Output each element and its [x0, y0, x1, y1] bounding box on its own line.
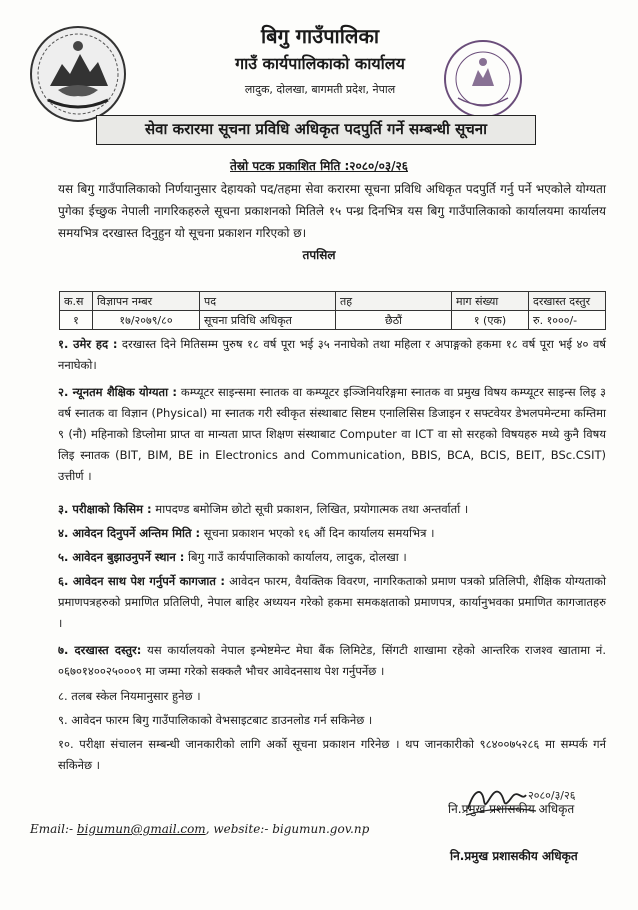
- notice-title: सेवा करारमा सूचना प्रविधि अधिकृत पदपुर्ति गर्ने सम्बन्धी सूचना: [96, 115, 536, 145]
- cell-level: छैठौं: [336, 311, 452, 330]
- item-deadline: [58, 523, 606, 544]
- item-text: दरखास्त दिने मितिसम्म पुरुष १८ वर्ष पूरा भई ३५ ननाघेको तथा महिला र अपाङ्गको हकमा १८ वर्ष पूरा भई ४० वर्ष ननाघेको।: [58, 337, 606, 372]
- item-salary-scale: [58, 686, 606, 707]
- cell-demand: १ (एक): [452, 311, 529, 330]
- col-demand: माग संख्या: [452, 292, 529, 311]
- vacancy-table: [59, 291, 606, 330]
- email-link[interactable]: bigumun@gmail.com: [76, 822, 206, 836]
- item-exam-type: [58, 499, 606, 520]
- item-documents: [58, 571, 606, 634]
- cell-fee: रु. १०००/-: [529, 311, 606, 330]
- item-text: ९. आवेदन फारम बिगु गाउँपालिकाको वेभसाइटबाट डाउनलोड गर्न सकिनेछ ।: [58, 713, 373, 727]
- item-text: यस कार्यालयको नेपाल इन्भेष्टमेन्ट मेघा बैंक लिमिटेड, सिंगटी शाखामा रहेको आन्तरिक राजश्व खातामा नं. ०६७०१४००२५०००९ मा जम्मा गरेको सक्कलै भौचर आवेदनसाथ पेश गर्नुपर्नेछ ।: [58, 643, 606, 678]
- website-label: , website:-: [205, 822, 273, 836]
- item-exam-info: [58, 734, 606, 776]
- signatory-title-handwritten: नि.प्रमुख प्रशासकीय अधिकृत: [448, 802, 575, 816]
- published-date: तेस्रो पटक प्रकाशित मिति :२०८०/०३/२६: [230, 159, 408, 173]
- item-label: १. उमेर हद :: [58, 337, 118, 351]
- item-text: १०. परीक्षा संचालन सम्बन्धी जानकारीको लागि अर्को सूचना प्रकाशन गरिनेछ । थप जानकारीको ९८४००७५२८६ मा सम्पर्क गर्न सकिनेछ ।: [58, 737, 606, 772]
- intro-paragraph: यस बिगु गाउँपालिकाको निर्णयानुसार देहायको पद/तहमा सेवा करारमा सूचना प्रविधि अधिकृत पदपुर्ति गर्नु पर्ने भएकोले योग्यता पुगेका ईच्छुक नेपाली नागरिकहरुले सूचना प्रकाशनको मितिले १५ पन्ध्र दिनभित्र यस बिगु गाउँपालिकाको कार्यालयमा कार्यालय समयभित्र दरखास्त दिनुहुन यो सूचना प्रकाशन गरिएको छ।: [58, 182, 606, 240]
- table-header-row: [60, 292, 606, 311]
- col-level: तह: [336, 292, 452, 311]
- col-post: पद: [200, 292, 336, 311]
- item-text: बिगु गाउँ कार्यपालिकाको कार्यालय, लादुक, दोलखा ।: [184, 550, 407, 564]
- handwritten-date: २०८०/३/२६: [528, 789, 576, 802]
- office-seal-stamp: [442, 38, 524, 120]
- nepal-emblem-icon: [28, 24, 128, 124]
- cell-sn: १: [60, 311, 93, 330]
- email-label: Email:-: [30, 822, 77, 836]
- item-text: आवेदन फारम, वैयक्तिक विवरण, नागरिकताको प्रमाण पत्रको प्रतिलिपी, शैक्षिक योग्यताको प्रमाणपत्रहरुको प्रमाणित प्रतिलिपी, नेपाल बाहिर अध्ययन गरेको हकमा समकक्षताको प्रमाणपत्र, कार्यानुभवका प्रमाणित कागजातहरु ।: [58, 574, 606, 630]
- cell-ad-number: १७/२०७९/८०: [93, 311, 200, 330]
- item-label: ४. आवेदन दिनुपर्ने अन्तिम मिति :: [58, 526, 201, 540]
- col-sn: क.स: [60, 292, 93, 311]
- office-name: गाउँ कार्यपालिकाको कार्यालय: [235, 54, 405, 73]
- item-application-fee: [58, 640, 606, 682]
- item-text: कम्प्यूटर साइन्समा स्नातक वा कम्प्यूटर इञ्जिनियरिङ्गमा स्नातक वा प्रमुख विषय कम्प्यूटर साइन्स लिइ ३ वर्ष स्नातक वा विज्ञान (Physical) मा स्नातक गरी स्वीकृत संस्थाबाट सिष्टम एनालिसिस डिजाइन र सफ्टवेयर डेभलपमेन्टमा कम्तिमा ९ (नौ) महिनाको डिप्लोमा प्राप्त वा मान्यता प्राप्त शिक्षण संस्थाबाट Computer वा ICT वा सो सरहको विषयहरु मध्ये कुनै विषय लिइ स्नातक (BIT, BIM, BE in Electronics and Communication, BBIS, BCA, BCIS, BEIT, BSc.CSIT) उत्तीर्ण ।: [58, 385, 606, 483]
- item-application-form: [58, 710, 606, 731]
- schedule-heading: तपसिल: [302, 248, 336, 262]
- cell-post: सूचना प्रविधि अधिकृत: [200, 311, 336, 330]
- item-label: ५. आवेदन बुझाउनुपर्ने स्थान :: [58, 550, 185, 564]
- item-label: २. न्यूनतम शैक्षिक योग्यता :: [58, 385, 177, 399]
- col-ad-number: विज्ञापन नम्बर: [93, 292, 200, 311]
- item-label: ७. दरखास्त दस्तुर:: [58, 643, 142, 657]
- signatory-title: नि.प्रमुख प्रशासकीय अधिकृत: [450, 849, 578, 863]
- website-link[interactable]: bigumun.gov.np: [272, 822, 370, 836]
- item-submission-place: [58, 547, 606, 568]
- table-row: [60, 311, 606, 330]
- item-qualification: [58, 382, 606, 487]
- item-age-limit: [58, 334, 606, 376]
- item-label: ६. आवेदन साथ पेश गर्नुपर्ने कागजात :: [58, 574, 226, 588]
- col-fee: दरखास्त दस्तुर: [529, 292, 606, 311]
- item-label: ३. परीक्षाको किसिम :: [58, 502, 152, 516]
- item-text: सूचना प्रकाशन भएको १६ औं दिन कार्यालय समयभित्र ।: [200, 526, 435, 540]
- item-text: मापदण्ड बमोजिम छोटो सूची प्रकाशन, लिखित, प्रयोगात्मक तथा अन्तर्वार्ता ।: [151, 502, 469, 516]
- footer-contact: [30, 822, 369, 836]
- item-text: ८. तलब स्केल नियमानुसार हुनेछ ।: [58, 689, 201, 703]
- office-address: लादुक, दोलखा, बागमती प्रदेश, नेपाल: [244, 83, 396, 96]
- municipality-name: बिगु गाउँपालिका: [260, 24, 380, 48]
